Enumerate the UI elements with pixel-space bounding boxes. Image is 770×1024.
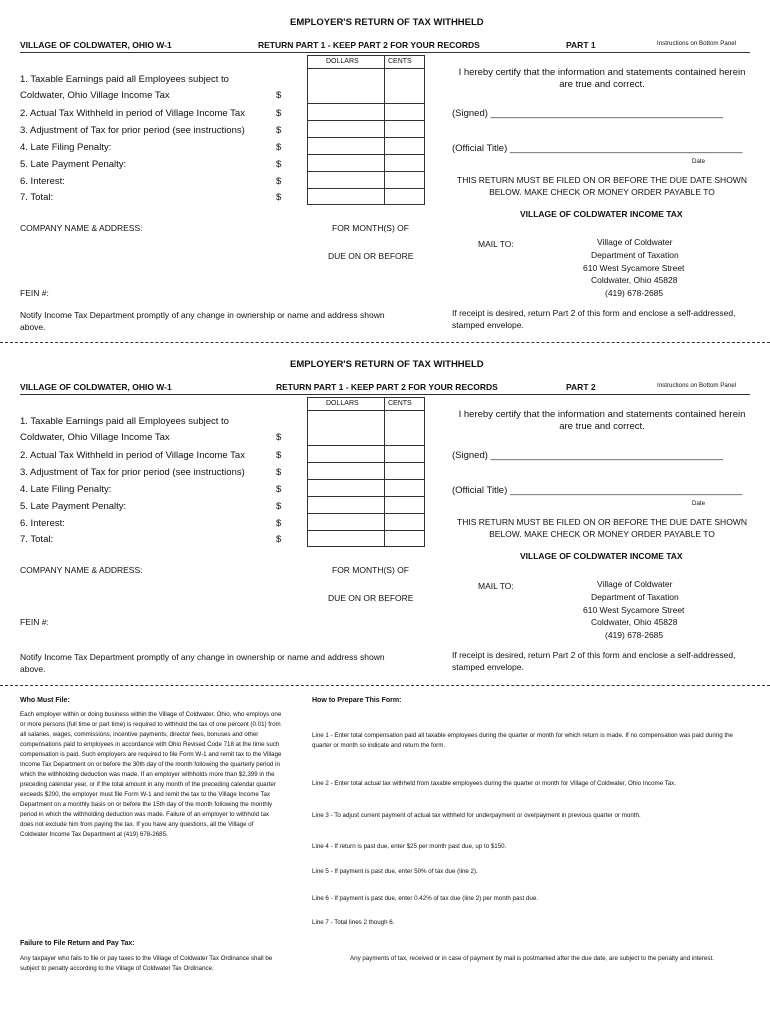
address-line-3: 610 West Sycamore Street <box>583 263 685 273</box>
grid-header-rule <box>307 68 425 69</box>
mail-to-label: MAIL TO: <box>478 239 514 249</box>
line-1b-label: Coldwater, Ohio Village Income Tax <box>20 432 170 443</box>
line-2-field[interactable] <box>307 462 425 463</box>
line-2-field[interactable] <box>307 120 425 121</box>
line-5-label: 5. Late Payment Penalty: <box>20 501 127 512</box>
address-line-2: Department of Taxation <box>591 250 679 260</box>
form-title: EMPLOYER'S RETURN OF TAX WITHHELD <box>290 17 484 28</box>
address-line-4: Coldwater, Ohio 45828 <box>591 275 678 285</box>
part-label: PART 2 <box>566 382 596 392</box>
receipt-text: If receipt is desired, return Part 2 of this form and enclose a self-addressed, stamped envelope. <box>452 308 736 330</box>
due-notice: THIS RETURN MUST BE FILED ON OR BEFORE THE DUE DATE SHOWN BELOW. MAKE CHECK OR MONEY ORDER PAYABLE TO <box>457 175 747 197</box>
line-3-field[interactable] <box>307 137 425 138</box>
dollars-header: DOLLARS <box>326 400 359 407</box>
line-1-field[interactable] <box>307 103 425 104</box>
due-on-label: DUE ON OR BEFORE <box>328 593 414 603</box>
tear-line-2 <box>0 685 770 686</box>
company-label: COMPANY NAME & ADDRESS: <box>20 223 143 233</box>
late-payment-text: Any payments of tax, received or in case of payment by mail is postmarked after the due date, are subject to the penalty and interest. <box>350 955 714 962</box>
signed-field[interactable]: (Signed) ____________________________________________ <box>452 108 724 119</box>
line-1-dollar: $ <box>276 90 282 101</box>
address-line-3: 610 West Sycamore Street <box>583 605 685 615</box>
notify-text: Notify Income Tax Department promptly of any change in ownership or name and address shown above. <box>20 652 385 674</box>
company-label: COMPANY NAME & ADDRESS: <box>20 565 143 575</box>
return-note: RETURN PART 1 - KEEP PART 2 FOR YOUR RECORDS <box>276 382 498 392</box>
instruction-line-3: Line 3 - To adjust current payment of actual tax withheld for underpayment or overpayment in previous quarter or month. <box>312 812 641 819</box>
official-title-field[interactable]: (Official Title) ____________________________________________ <box>452 143 743 154</box>
address-line-5: (419) 678-2685 <box>605 630 664 640</box>
line-2-dollar: $ <box>276 450 282 461</box>
village-label: VILLAGE OF COLDWATER, OHIO W-1 <box>20 40 172 50</box>
header-rule <box>20 52 750 53</box>
how-to-prepare-title: How to Prepare This Form: <box>312 697 402 704</box>
village-label: VILLAGE OF COLDWATER, OHIO W-1 <box>20 382 172 392</box>
line-2-dollar: $ <box>276 108 282 119</box>
line-4-dollar: $ <box>276 484 282 495</box>
date-label: Date <box>692 500 706 507</box>
form-title: EMPLOYER'S RETURN OF TAX WITHHELD <box>290 359 484 370</box>
failure-title: Failure to File Return and Pay Tax: <box>20 940 135 947</box>
line-4-field[interactable] <box>307 496 425 497</box>
amount-grid <box>307 55 425 205</box>
address-line-2: Department of Taxation <box>591 592 679 602</box>
due-notice: THIS RETURN MUST BE FILED ON OR BEFORE THE DUE DATE SHOWN BELOW. MAKE CHECK OR MONEY ORDER PAYABLE TO <box>457 517 747 539</box>
official-title-field[interactable]: (Official Title) ____________________________________________ <box>452 485 743 496</box>
line-1a-label: 1. Taxable Earnings paid all Employees subject to <box>20 74 229 85</box>
grid-divider <box>384 397 385 547</box>
who-must-file-text: Each employer within or doing business within the Village of Coldwater, Ohio, who employs one or more persons (full time or part time) is required to withhold the tax of one percent (0.01) from all salaries, wages, commissions, incentive payments, director fees, bonuses and other compensations paid to employees in accordance with Ohio Revised Code 718 at the time such compensation is paid. Such employers are required to file Form W-1 and remit tax to the Village Income Tax Department on or before the 30th day of the month following the quarterly period in which the withholding deduction was made. If an employer withholds more than $2,399 in the preceding calendar year, or if the total amount in any month of the preceding calendar quarter exceeds $200, the employer must file Form W-1 and remit the tax to the Village Income Tax Department on a monthly basis on or before the 15th day of the month following the monthly period in which the withholding deduction was made. Failure of an employer to withhold tax does not exclude him from paying the tax. If you have any questions, all the Village of Coldwater Income Tax Department at (419) 678-2685. <box>20 711 282 838</box>
line-5-dollar: $ <box>276 159 282 170</box>
address-line-4: Coldwater, Ohio 45828 <box>591 617 678 627</box>
instruction-line-2: Line 2 - Enter total actual tax withheld from taxable employees during the quarter or month for Village of Coldwater, Ohio Income Tax. <box>312 780 676 787</box>
signed-field[interactable]: (Signed) ____________________________________________ <box>452 450 724 461</box>
grid-header-rule <box>307 410 425 411</box>
line-6-field[interactable] <box>307 530 425 531</box>
mail-to-label: MAIL TO: <box>478 581 514 591</box>
line-7-label: 7. Total: <box>20 534 54 545</box>
line-5-field[interactable] <box>307 171 425 172</box>
who-must-file-title: Who Must File: <box>20 697 70 704</box>
cents-header: CENTS <box>388 58 412 65</box>
certify-text: I hereby certify that the information and statements contained herein are true and correct. <box>458 409 746 432</box>
payable-to: VILLAGE OF COLDWATER INCOME TAX <box>520 209 683 219</box>
line-7-label: 7. Total: <box>20 192 54 203</box>
line-3-field[interactable] <box>307 479 425 480</box>
line-4-label: 4. Late Filing Penalty: <box>20 484 112 495</box>
part-label: PART 1 <box>566 40 596 50</box>
line-5-dollar: $ <box>276 501 282 512</box>
payable-to: VILLAGE OF COLDWATER INCOME TAX <box>520 551 683 561</box>
instruction-line-6: Line 6 - If payment is past due, enter 0.42% of tax due (line 2) per month past due. <box>312 895 538 902</box>
line-1-dollar: $ <box>276 432 282 443</box>
line-3-dollar: $ <box>276 125 282 136</box>
form-part-2 <box>0 342 770 684</box>
line-7-dollar: $ <box>276 192 282 203</box>
line-2-label: 2. Actual Tax Withheld in period of Village Income Tax <box>20 108 245 119</box>
instruction-line-5: Line 5 - If payment is past due, enter 50% of tax due (line 2). <box>312 868 478 875</box>
certify-text: I hereby certify that the information and statements contained herein are true and correct. <box>458 67 746 90</box>
failure-text: Any taxpayer who fails to file or pay taxes to the Village of Coldwater Tax Ordinance shall be subject to penalty according to the Village of Coldwater Tax Ordinance. <box>20 955 273 972</box>
line-1a-label: 1. Taxable Earnings paid all Employees subject to <box>20 416 229 427</box>
instruction-line-4: Line 4 - If return is past due, enter $25 per month past due, up to $150. <box>312 843 507 850</box>
return-note: RETURN PART 1 - KEEP PART 2 FOR YOUR RECORDS <box>258 40 480 50</box>
cents-header: CENTS <box>388 400 412 407</box>
line-6-field[interactable] <box>307 188 425 189</box>
line-4-field[interactable] <box>307 154 425 155</box>
receipt-text: If receipt is desired, return Part 2 of this form and enclose a self-addressed, stamped envelope. <box>452 650 736 672</box>
line-5-label: 5. Late Payment Penalty: <box>20 159 127 170</box>
instructions-ref: Instructions on Bottom Panel <box>657 40 737 47</box>
line-1-field[interactable] <box>307 445 425 446</box>
line-3-dollar: $ <box>276 467 282 478</box>
months-label: FOR MONTH(S) OF <box>332 223 409 233</box>
fein-label: FEIN #: <box>20 617 49 627</box>
line-1b-label: Coldwater, Ohio Village Income Tax <box>20 90 170 101</box>
amount-grid <box>307 397 425 547</box>
line-3-label: 3. Adjustment of Tax for prior period (see instructions) <box>20 467 245 478</box>
date-label: Date <box>692 158 706 165</box>
notify-text: Notify Income Tax Department promptly of any change in ownership or name and address shown above. <box>20 310 385 332</box>
header-rule <box>20 394 750 395</box>
address-line-1: Village of Coldwater <box>597 579 673 589</box>
line-4-label: 4. Late Filing Penalty: <box>20 142 112 153</box>
form-part-1 <box>0 0 770 342</box>
address-line-5: (419) 678-2685 <box>605 288 664 298</box>
line-6-label: 6. Interest: <box>20 176 65 187</box>
line-4-dollar: $ <box>276 142 282 153</box>
line-7-dollar: $ <box>276 534 282 545</box>
line-2-label: 2. Actual Tax Withheld in period of Village Income Tax <box>20 450 245 461</box>
line-5-field[interactable] <box>307 513 425 514</box>
line-6-dollar: $ <box>276 176 282 187</box>
instruction-line-1: Line 1 - Enter total compensation paid all taxable employees during the quarter or month for which return is made. If no compensation was paid during the quarter or month so indicate and return the form. <box>312 732 733 749</box>
line-6-label: 6. Interest: <box>20 518 65 529</box>
fein-label: FEIN #: <box>20 288 49 298</box>
instruction-line-7: Line 7 - Total lines 2 though 6. <box>312 919 395 926</box>
line-6-dollar: $ <box>276 518 282 529</box>
dollars-header: DOLLARS <box>326 58 359 65</box>
line-3-label: 3. Adjustment of Tax for prior period (see instructions) <box>20 125 245 136</box>
address-line-1: Village of Coldwater <box>597 237 673 247</box>
grid-divider <box>384 55 385 205</box>
months-label: FOR MONTH(S) OF <box>332 565 409 575</box>
due-on-label: DUE ON OR BEFORE <box>328 251 414 261</box>
instructions-ref: Instructions on Bottom Panel <box>657 382 737 389</box>
